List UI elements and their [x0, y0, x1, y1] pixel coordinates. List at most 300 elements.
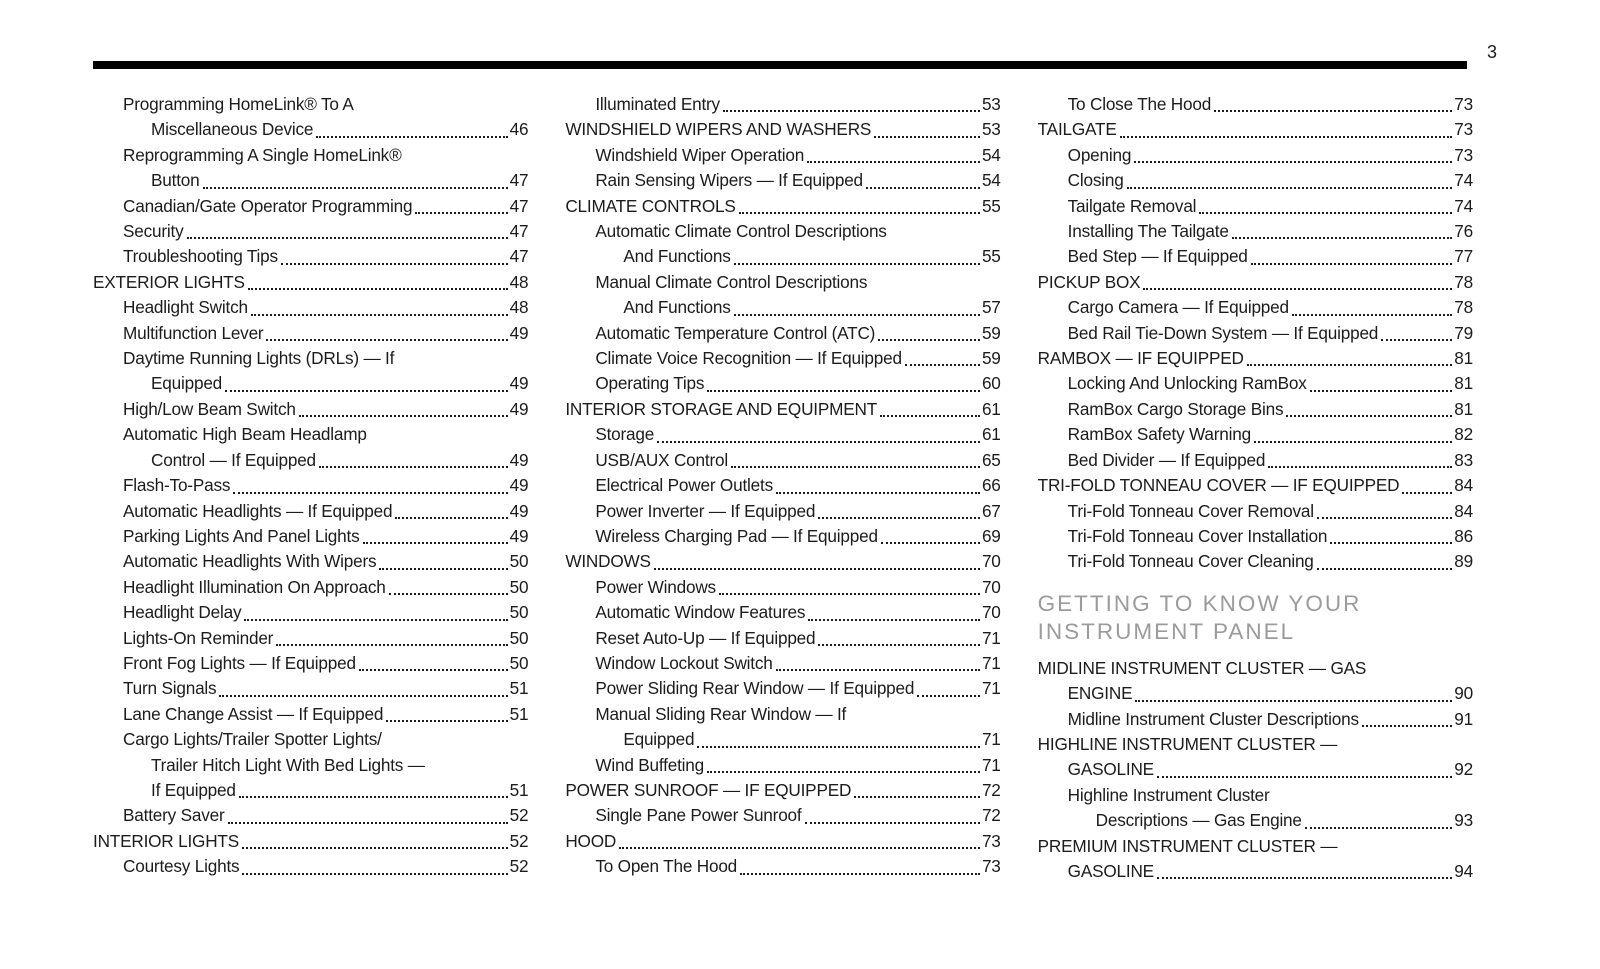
toc-entry-label: Power Inverter — If Equipped: [595, 500, 816, 521]
toc-entry-page-number: 49: [509, 373, 529, 394]
dot-leader: [225, 390, 508, 392]
toc-entry: [1038, 524, 1473, 549]
toc-entry: [1038, 757, 1473, 782]
toc-entry-page-number: 84: [1454, 475, 1473, 496]
toc-entry-page-number: 77: [1454, 246, 1473, 267]
toc-entry: [565, 549, 1000, 574]
toc-entry-page-number: 70: [981, 551, 1001, 572]
toc-entry-label: Tri-Fold Tonneau Cover Removal: [1067, 500, 1314, 521]
toc-entry-page-number: 92: [1454, 759, 1473, 780]
toc-entry: [93, 448, 528, 473]
dot-leader: [917, 695, 980, 697]
toc-entry-page-number: 81: [1454, 373, 1473, 394]
toc-entry: [565, 829, 1000, 854]
toc-entry-page-number: 51: [509, 779, 529, 800]
toc-entry-page-number: 50: [509, 576, 529, 597]
toc-entry: [93, 473, 528, 498]
toc-entry-label: MIDLINE INSTRUMENT CLUSTER — GAS: [1037, 657, 1367, 678]
toc-entry-label: Automatic High Beam Headlamp: [123, 424, 367, 445]
toc-entry-label: ENGINE: [1067, 683, 1133, 704]
dot-leader: [389, 593, 508, 595]
dot-leader: [776, 669, 980, 671]
toc-entry: [93, 600, 528, 625]
toc-entry-label: Bed Step — If Equipped: [1067, 246, 1248, 267]
toc-entry-label: Control — If Equipped: [151, 449, 316, 470]
toc-entry: [93, 854, 528, 879]
toc-entry-label: RAMBOX — IF EQUIPPED: [1037, 348, 1244, 369]
toc-entry-page-number: 76: [1454, 221, 1473, 242]
toc-entry-label: Locking And Unlocking RamBox: [1067, 373, 1307, 394]
dot-leader: [1135, 700, 1452, 702]
toc-entry-label: Manual Sliding Rear Window — If: [595, 703, 847, 724]
dot-leader: [379, 568, 507, 570]
dot-leader: [808, 619, 980, 621]
toc-entry-label: Front Fog Lights — If Equipped: [123, 652, 356, 673]
toc-entry-page-number: 69: [981, 525, 1001, 546]
toc-entry-label: INTERIOR LIGHTS: [93, 830, 239, 851]
toc-columns: [93, 92, 1473, 884]
dot-leader: [776, 492, 980, 494]
dot-leader: [242, 847, 508, 849]
dot-leader: [242, 873, 507, 875]
dot-leader: [1292, 314, 1452, 316]
toc-entry-page-number: 73: [1454, 119, 1473, 140]
dot-leader: [905, 364, 980, 366]
toc-entry-wrap-line: [93, 143, 528, 168]
toc-entry: [93, 575, 528, 600]
dot-leader: [874, 136, 980, 138]
toc-entry-page-number: 47: [509, 195, 529, 216]
toc-entry-page-number: 54: [981, 144, 1001, 165]
toc-entry-label: Tri-Fold Tonneau Cover Installation: [1067, 525, 1328, 546]
dot-leader: [1127, 187, 1453, 189]
dot-leader: [363, 542, 508, 544]
toc-entry-page-number: 72: [981, 779, 1001, 800]
toc-entry-wrap-line: [1038, 783, 1473, 808]
toc-entry-label: Installing The Tailgate: [1067, 221, 1229, 242]
toc-entry-page-number: 73: [1454, 94, 1473, 114]
toc-entry-label: Climate Voice Recognition — If Equipped: [595, 348, 902, 369]
dot-leader: [386, 720, 507, 722]
toc-entry-page-number: 89: [1454, 551, 1473, 572]
toc-entry-wrap-line: [93, 753, 528, 778]
dot-leader: [239, 796, 508, 798]
toc-entry-page-number: 79: [1454, 322, 1473, 343]
toc-entry: [93, 168, 528, 193]
toc-entry-label: Electrical Power Outlets: [595, 475, 773, 496]
chapter-heading-line: GETTING TO KNOW YOUR: [1037, 590, 1362, 616]
toc-entry-page-number: 71: [981, 754, 1001, 775]
toc-entry: [1038, 859, 1473, 884]
toc-column-2: [565, 92, 1000, 884]
dot-leader: [281, 263, 508, 265]
toc-entry-label: Turn Signals: [123, 678, 217, 699]
toc-entry: [565, 803, 1000, 828]
dot-leader: [1402, 492, 1452, 494]
toc-entry-label: RamBox Cargo Storage Bins: [1067, 398, 1284, 419]
toc-entry-label: Troubleshooting Tips: [123, 246, 278, 267]
toc-entry-page-number: 47: [509, 170, 529, 191]
toc-entry-page-number: 61: [981, 398, 1001, 419]
toc-entry-label: If Equipped: [151, 779, 236, 800]
toc-entry: [93, 371, 528, 396]
toc-entry: [565, 499, 1000, 524]
dot-leader: [1268, 466, 1452, 468]
toc-entry: [93, 702, 528, 727]
toc-entry-label: Cargo Lights/Trailer Spotter Lights/: [123, 729, 382, 750]
toc-entry-page-number: 73: [1454, 144, 1473, 165]
toc-entry: [565, 854, 1000, 879]
dot-leader: [880, 415, 980, 417]
toc-entry-label: Multifunction Lever: [123, 322, 264, 343]
toc-entry-label: Power Windows: [595, 576, 716, 597]
toc-entry: [565, 346, 1000, 371]
header-rule: [93, 61, 1467, 69]
toc-entry-page-number: 49: [509, 449, 529, 470]
dot-leader: [734, 314, 980, 316]
toc-entry-label: Bed Rail Tie-Down System — If Equipped: [1067, 322, 1379, 343]
toc-entry-wrap-line: [1038, 732, 1473, 757]
toc-entry-page-number: 74: [1454, 195, 1473, 216]
toc-entry: [1038, 219, 1473, 244]
toc-entry-label: Lane Change Assist — If Equipped: [123, 703, 384, 724]
toc-entry: [1038, 422, 1473, 447]
toc-entry-label: Operating Tips: [595, 373, 705, 394]
toc-entry-label: GASOLINE: [1067, 759, 1154, 780]
toc-entry-wrap-line: [93, 422, 528, 447]
toc-entry-page-number: 46: [509, 119, 529, 140]
toc-entry: [1038, 371, 1473, 396]
toc-entry-page-number: 52: [509, 805, 529, 826]
dot-leader: [1232, 237, 1453, 239]
dot-leader: [654, 568, 980, 570]
toc-entry-page-number: 91: [1454, 708, 1473, 729]
toc-entry-label: Automatic Temperature Control (ATC): [595, 322, 876, 343]
toc-entry-page-number: 49: [509, 398, 529, 419]
toc-entry-page-number: 82: [1454, 424, 1473, 445]
toc-entry-label: Wind Buffeting: [595, 754, 704, 775]
toc-entry-page-number: 90: [1454, 683, 1473, 704]
toc-entry-label: Reprogramming A Single HomeLink®: [123, 144, 402, 165]
dot-leader: [266, 339, 507, 341]
dot-leader: [228, 822, 508, 824]
toc-entry-label: Tailgate Removal: [1067, 195, 1197, 216]
dot-leader: [276, 644, 507, 646]
toc-entry-page-number: 81: [1454, 348, 1473, 369]
toc-entry-label: Closing: [1067, 170, 1124, 191]
toc-entry-label: Window Lockout Switch: [595, 652, 773, 673]
toc-entry-page-number: 50: [509, 602, 529, 623]
dot-leader: [1120, 136, 1453, 138]
dot-leader: [1214, 110, 1452, 112]
toc-entry: [565, 778, 1000, 803]
toc-entry: [565, 600, 1000, 625]
toc-entry-page-number: 47: [509, 246, 529, 267]
toc-entry-page-number: 50: [509, 627, 529, 648]
dot-leader: [881, 542, 980, 544]
toc-entry: [93, 219, 528, 244]
toc-entry: [93, 295, 528, 320]
toc-entry: [93, 803, 528, 828]
toc-entry: [1038, 270, 1473, 295]
toc-entry-wrap-line: [565, 702, 1000, 727]
toc-entry-page-number: 47: [509, 221, 529, 242]
dot-leader: [244, 619, 507, 621]
dot-leader: [707, 771, 980, 773]
toc-entry: [1038, 143, 1473, 168]
toc-entry-label: Midline Instrument Cluster Descriptions: [1067, 708, 1359, 729]
toc-entry-page-number: 74: [1454, 170, 1473, 191]
toc-entry-label: Headlight Switch: [123, 297, 248, 318]
toc-entry-label: Miscellaneous Device: [151, 119, 314, 140]
toc-entry-label: WINDOWS: [565, 551, 651, 572]
toc-entry-label: Lights-On Reminder: [123, 627, 274, 648]
toc-entry: [1038, 707, 1473, 732]
dot-leader: [248, 288, 508, 290]
toc-entry-wrap-line: [93, 346, 528, 371]
dot-leader: [657, 441, 980, 443]
dot-leader: [251, 314, 508, 316]
toc-entry-page-number: 70: [981, 602, 1001, 623]
toc-entry-label: Automatic Headlights With Wipers: [123, 551, 377, 572]
toc-entry: [565, 397, 1000, 422]
toc-entry-page-number: 86: [1454, 525, 1473, 546]
toc-entry-wrap-line: [1038, 834, 1473, 859]
toc-entry-label: Equipped: [623, 729, 695, 750]
toc-entry-page-number: 93: [1454, 810, 1473, 831]
dot-leader: [1317, 517, 1452, 519]
toc-entry-label: Button: [151, 170, 200, 191]
toc-entry-label: Automatic Window Features: [595, 602, 806, 623]
dot-leader: [719, 593, 980, 595]
dot-leader: [1251, 263, 1453, 265]
dot-leader: [878, 339, 980, 341]
toc-entry-page-number: 71: [981, 729, 1001, 750]
dot-leader: [316, 136, 507, 138]
dot-leader: [731, 466, 980, 468]
toc-entry: [1038, 194, 1473, 219]
dot-leader: [299, 415, 508, 417]
dot-leader: [415, 212, 507, 214]
toc-entry-page-number: 55: [981, 246, 1001, 267]
toc-entry: [565, 448, 1000, 473]
toc-entry: [1038, 473, 1473, 498]
toc-entry-label: Bed Divider — If Equipped: [1067, 449, 1266, 470]
toc-entry: [93, 321, 528, 346]
toc-entry-page-number: 48: [509, 297, 529, 318]
toc-entry: [93, 270, 528, 295]
toc-entry: [1038, 244, 1473, 269]
toc-entry-label: TRI-FOLD TONNEAU COVER — IF EQUIPPED: [1037, 475, 1400, 496]
toc-entry-page-number: 53: [981, 119, 1001, 140]
toc-entry: [1038, 321, 1473, 346]
toc-entry: [93, 244, 528, 269]
toc-entry: [565, 321, 1000, 346]
toc-entry-label: Headlight Delay: [123, 602, 242, 623]
toc-entry-page-number: 71: [981, 678, 1001, 699]
toc-entry-page-number: 49: [509, 500, 529, 521]
toc-entry: [565, 524, 1000, 549]
toc-entry-page-number: 48: [509, 271, 529, 292]
toc-entry-page-number: 70: [981, 576, 1001, 597]
toc-entry-page-number: 84: [1454, 500, 1473, 521]
dot-leader: [1143, 288, 1452, 290]
toc-entry-page-number: 72: [981, 805, 1001, 826]
toc-entry: [565, 753, 1000, 778]
toc-entry: [565, 422, 1000, 447]
toc-entry: [565, 473, 1000, 498]
toc-entry: [93, 626, 528, 651]
dot-leader: [1381, 339, 1452, 341]
toc-entry-page-number: 54: [981, 170, 1001, 191]
toc-entry-label: CLIMATE CONTROLS: [565, 195, 736, 216]
toc-entry-label: Highline Instrument Cluster: [1067, 784, 1270, 805]
toc-entry-label: Canadian/Gate Operator Programming: [123, 195, 413, 216]
toc-entry-label: High/Low Beam Switch: [123, 398, 296, 419]
toc-entry-page-number: 66: [981, 475, 1001, 496]
toc-entry-label: And Functions: [623, 246, 731, 267]
toc-entry: [93, 499, 528, 524]
toc-entry-page-number: 51: [509, 678, 529, 699]
toc-entry-label: Headlight Illumination On Approach: [123, 576, 386, 597]
dot-leader: [739, 212, 980, 214]
toc-entry-label: PICKUP BOX: [1037, 271, 1141, 292]
toc-entry-page-number: 55: [981, 195, 1001, 216]
toc-entry: [93, 194, 528, 219]
toc-entry-page-number: 49: [509, 475, 529, 496]
toc-entry-label: Equipped: [151, 373, 223, 394]
toc-entry-label: And Functions: [623, 297, 731, 318]
dot-leader: [805, 822, 980, 824]
toc-entry-page-number: 73: [981, 856, 1001, 877]
toc-entry-page-number: 51: [509, 703, 529, 724]
toc-entry-label: Courtesy Lights: [123, 856, 240, 877]
toc-entry: [565, 676, 1000, 701]
toc-entry-page-number: 52: [509, 830, 529, 851]
toc-entry-page-number: 50: [509, 551, 529, 572]
toc-entry: [1038, 295, 1473, 320]
toc-entry: [565, 626, 1000, 651]
toc-entry-label: Single Pane Power Sunroof: [595, 805, 802, 826]
toc-entry-page-number: 94: [1454, 860, 1473, 881]
toc-entry: [1038, 92, 1473, 117]
toc-entry-label: Manual Climate Control Descriptions: [595, 271, 868, 292]
toc-entry-label: EXTERIOR LIGHTS: [93, 271, 245, 292]
dot-leader: [1330, 542, 1452, 544]
toc-entry-label: Reset Auto-Up — If Equipped: [595, 627, 816, 648]
toc-entry: [565, 143, 1000, 168]
toc-entry-page-number: 50: [509, 652, 529, 673]
chapter-heading-line: INSTRUMENT PANEL: [1037, 619, 1296, 645]
toc-entry-page-number: 49: [509, 525, 529, 546]
dot-leader: [359, 669, 508, 671]
toc-entry: [565, 168, 1000, 193]
dot-leader: [818, 644, 980, 646]
toc-entry: [1038, 117, 1473, 142]
toc-entry-label: Descriptions — Gas Engine: [1095, 810, 1302, 831]
toc-entry-page-number: 67: [981, 500, 1001, 521]
dot-leader: [723, 110, 980, 112]
dot-leader: [697, 746, 980, 748]
toc-entry-label: Programming HomeLink® To A: [123, 94, 354, 114]
toc-entry-label: WINDSHIELD WIPERS AND WASHERS: [565, 119, 872, 140]
toc-entry-label: Parking Lights And Panel Lights: [123, 525, 360, 546]
toc-entry-page-number: 53: [981, 94, 1001, 114]
toc-entry: [93, 676, 528, 701]
toc-entry-wrap-line: [565, 270, 1000, 295]
toc-entry-label: HOOD: [565, 830, 617, 851]
toc-entry-page-number: 83: [1454, 449, 1473, 470]
toc-entry-label: Cargo Camera — If Equipped: [1067, 297, 1289, 318]
toc-entry-label: To Open The Hood: [595, 856, 738, 877]
toc-entry-page-number: 81: [1454, 398, 1473, 419]
toc-entry: [565, 575, 1000, 600]
toc-entry: [93, 778, 528, 803]
dot-leader: [1286, 415, 1452, 417]
toc-entry-page-number: 73: [981, 830, 1001, 851]
toc-entry: [565, 295, 1000, 320]
toc-entry: [565, 244, 1000, 269]
toc-entry: [565, 194, 1000, 219]
toc-entry-wrap-line: [565, 219, 1000, 244]
toc-entry-page-number: 61: [981, 424, 1001, 445]
toc-entry: [565, 92, 1000, 117]
toc-entry-label: PREMIUM INSTRUMENT CLUSTER —: [1037, 835, 1338, 856]
dot-leader: [866, 187, 980, 189]
toc-entry-label: Illuminated Entry: [595, 94, 720, 114]
toc-entry-label: Battery Saver: [123, 805, 225, 826]
dot-leader: [1247, 364, 1453, 366]
toc-entry-label: RamBox Safety Warning: [1067, 424, 1251, 445]
toc-entry-label: GASOLINE: [1067, 860, 1154, 881]
toc-entry-label: Storage: [595, 424, 655, 445]
toc-entry: [565, 727, 1000, 752]
toc-entry-page-number: 60: [981, 373, 1001, 394]
toc-entry-label: Flash-To-Pass: [123, 475, 231, 496]
dot-leader: [707, 390, 980, 392]
toc-entry: [93, 829, 528, 854]
dot-leader: [619, 847, 980, 849]
dot-leader: [1362, 725, 1452, 727]
toc-entry-page-number: 78: [1454, 297, 1473, 318]
toc-entry: [93, 397, 528, 422]
toc-entry-page-number: 49: [509, 322, 529, 343]
dot-leader: [219, 695, 507, 697]
toc-entry-page-number: 71: [981, 652, 1001, 673]
dot-leader: [187, 237, 508, 239]
toc-entry-label: Wireless Charging Pad — If Equipped: [595, 525, 878, 546]
dot-leader: [1310, 390, 1453, 392]
toc-entry: [1038, 346, 1473, 371]
dot-leader: [203, 187, 508, 189]
dot-leader: [734, 263, 980, 265]
toc-entry-label: Trailer Hitch Light With Bed Lights —: [151, 754, 425, 775]
toc-entry: [1038, 808, 1473, 833]
toc-entry-wrap-line: [93, 92, 528, 117]
toc-entry-label: Security: [123, 221, 184, 242]
dot-leader: [233, 492, 507, 494]
toc-entry-label: Automatic Headlights — If Equipped: [123, 500, 393, 521]
chapter-heading: [1038, 590, 1473, 647]
dot-leader: [1134, 161, 1452, 163]
toc-entry-page-number: 65: [981, 449, 1001, 470]
toc-entry-label: Tri-Fold Tonneau Cover Cleaning: [1067, 551, 1314, 572]
page-number: 3: [1486, 42, 1497, 62]
dot-leader: [740, 873, 980, 875]
dot-leader: [1317, 568, 1453, 570]
toc-column-1: [93, 92, 528, 884]
toc-entry-wrap-line: [93, 727, 528, 752]
